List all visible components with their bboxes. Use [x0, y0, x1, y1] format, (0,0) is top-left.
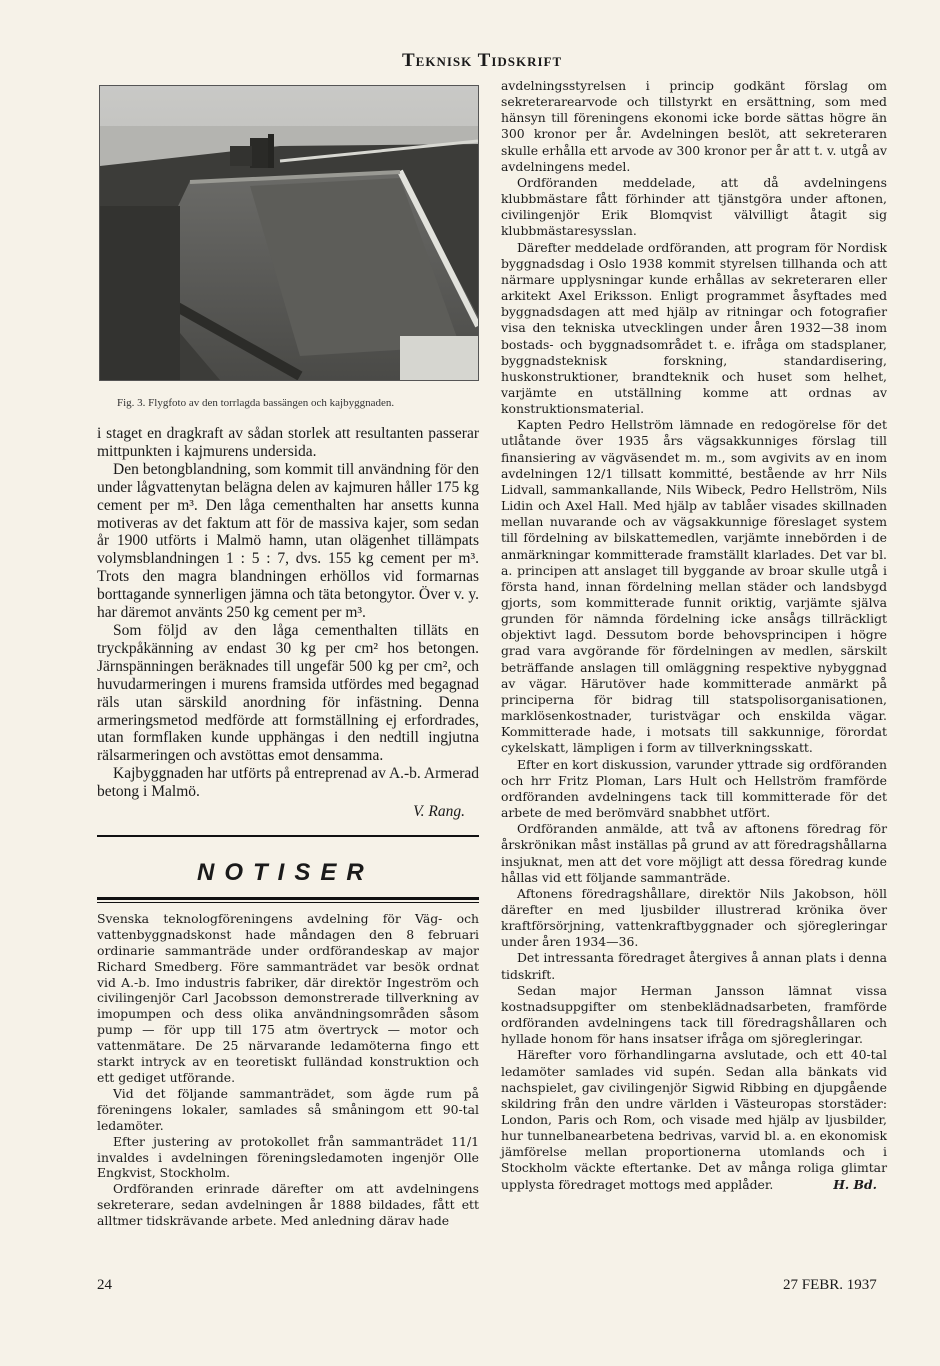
paragraph: Det intressanta föredraget återgives å annan plats i denna tidskrift. [501, 950, 887, 982]
issue-date: 27 FEBR. 1937 [783, 1277, 877, 1293]
paragraph: Sedan major Herman Jansson lämnat vissa kostnadsuppgifter om stenbeklädnadsarbeten, framförde ordföranden avdelningens tack till föredragshållaren och hyllade honom för hans insatser ifråga om sjöregleringar. [501, 982, 887, 1047]
paragraph: i staget en dragkraft av sådan storlek att resultanten passerar mittpunkten i kajmurens undersida. [97, 425, 479, 460]
left-column [97, 85, 479, 1229]
journal-title: Teknisk Tidskrift [402, 50, 563, 71]
paragraph: Ordföranden meddelade, att då avdelningens klubbmästare fått förhinder att tjänstgöra under aftonen, civilingenjör Erik Blomqvist välvilligt åtagit sig klubbmästaresysslan. [501, 174, 887, 239]
section-rule-top [97, 835, 479, 837]
right-signature: H. Bd. [833, 1176, 877, 1192]
paragraph: Ordföranden anmälde, att två av aftonens föredrag för årskrönikan måst inställas på grund av att föredragshållarna insjuknat, men att det vore möjligt att dessa föredrag kunde hållas vid ett följande sammanträde. [501, 821, 887, 885]
notiser-body [97, 911, 479, 1229]
aerial-photo [99, 85, 479, 381]
paragraph: Aftonens föredragshållare, direktör Nils Jakobson, höll därefter en med ljusbilder illustrerad krönika över kraftförsörjning, vattenkraftbyggnader och sjöregleringar under åren 1934—36. [501, 885, 887, 950]
paragraph: Efter justering av protokollet från sammanträdet 11/1 invaldes i avdelningen föreningsledamoten ingenjör Olle Engkvist, Stockholm. [97, 1133, 479, 1181]
paragraph: Härefter voro förhandlingarna avslutade, och ett 40-tal ledamöter samlades vid supén. Sedan alla bänkats vid nachspielet, gav civilingenjör Sigwid Ribbing en djupgående skildring från den undre världen i Västeuropas storstäder: London, Paris och Rom, och visade med hjälp av ljusbilder, hur tunnelbanearbetena bedrivas, varvid bl. a. en ekonomisk jämförelse mellan proportionerna utomlands och i Stockholm väckte eftertanke. Det av många roliga glimtar upplysta föredraget mottogs med applåder. [501, 1047, 887, 1192]
harbour-photo-image [100, 86, 478, 380]
section-rule-bottom [97, 897, 479, 900]
paragraph: Den betongblandning, som kommit till användning för den under lågvattenytan belägna delen av kajmuren håller 175 kg cement per m³. Den låga cementhalten har ansetts kunna motiveras av det faktum att för de massiva kajer, som sedan år 1900 utförts i Malmö hamn, utan olägenhet tillämpats volymsblandningen 1 : 5 : 7, dvs. 155 kg cement per m³. Trots den magra blandningen erhöllos vid formarnas borttagande synnerligen jämna och täta betongytor. Över v. y. har däremot använts 250 kg cement per m³. [97, 460, 479, 622]
paragraph: Vid det följande sammanträdet, som ägde rum på föreningens lokaler, samlades så småningom ett 90-tal ledamöter. [97, 1085, 479, 1133]
author-signature: V. Rang. [413, 803, 465, 821]
paragraph: Svenska teknologföreningens avdelning för Väg- och vattenbyggnadskonst hade måndagen den 8 februari ordinarie sammanträde under ordförandeskap av major Richard Smedberg. Före sammanträdet var besök ordnat vid A.-b. Imo industris fabriker, där direktör Ingeström och civilingenjör Carl Jacobsson demonstrerade tillverkning av imopumpen och dess olika användningsområden såsom pump — för upp till 175 atm övertryck — motor och vattenmätare. De 25 närvarande ledamöterna fingo ett starkt intryck av en teoretiskt fulländad konstruktion och ett gediget utförande. [97, 910, 479, 1085]
right-column [501, 78, 887, 1193]
figure-caption: Fig. 3. Flygfoto av den torrlagda bassängen och kajbyggnaden. [117, 397, 395, 409]
paragraph: Ordföranden erinrade därefter om att avdelningens sekreterare, sedan avdelningen år 1888 bildades, fått ett alltmer tidskrävande arbete. Med anledning därav hade [97, 1181, 479, 1229]
article-body [97, 425, 479, 821]
section-rule-thin [97, 902, 479, 903]
paragraph: Som följd av den låga cementhalten tilläts en tryckpåkänning av endast 30 kg per cm² hos betongen. Järnspänningen beräknades till ungefär 500 kg per cm², och huvudarmeringen i murens framsida utfördes med begagnad räls utan särskild anordning för infästning. Denna armeringsmetod medförde att formställning ej erfordrades, utan formflaken kunde upphängas i den nedtill ingjutna rälsarmeringen och avstöttas emot densamma. [97, 621, 479, 765]
paragraph: Därefter meddelade ordföranden, att program för Nordisk byggnadsdag i Oslo 1938 kommit styrelsen tillhanda och att närmare upplysningar kunde erhållas av sekreteraren eller arkitekt Axel Eriksson. Enligt programmet åsyftades med byggnadsdagen att med hjälp av ritningar och fotografier visa den tekniska utvecklingen under åren 1932—38 inom bostads- och byggnadsområdet t. e. ifråga om stadsplaner, byggnadsteknisk forskning, standardisering, huskonstruktioner, brandteknik och huset som helhet, varjämte en utställning komme att ordnas av konstruktionsmaterial. [501, 239, 887, 417]
paragraph: Kapten Pedro Hellström lämnade en redogörelse för det utlåtande över 1935 års vägsakkunniges förslag till finansiering av vägväsendet m. m., som avgivits av en inom avdelningen 12/1 tillsatt kommitté, bestående av hrr Nils Lidvall, sammankallande, Nils Wibeck, Pedro Hellström, Nils Lidin och Axel Hall. Med hjälp av tablåer visades skillnaden mellan nuvarande och av vägsakkunnige föreslaget system till fördelning av bilskattemedlen, varjämte innebörden i de anmärkningar kommitterade framställt klarlades. Det var bl. a. principen att anslaget till byggande av broar skulle utgå i första hand, innan fördelning mellan städer och landsbygd gjorts, som kommitterade funnit oriktig, varjämte själva grunden för nämnda fördelning icke ansågs tillräckligt objektivt lagd. Dessutom borde behovsprincipen i högre grad vara avgörande för fördelningen av medlen, särskilt beträffande anslagen till omläggning respektive nybyggnad av vägar. Härutöver hade kommitterade anmärkt på principerna för bidrag till statspolisorganisationen, marklösenkostnader, turistvägar och enskilda vägar. Kommitterade hade, i motsats till sakkunnige, förordat cykelskatt, lämpligen i form av tillverkningsskatt. [501, 417, 887, 756]
paragraph: Kajbyggnaden har utförts på entreprenad av A.-b. Armerad betong i Malmö. [97, 765, 479, 801]
paragraph: avdelningsstyrelsen i princip godkänt förslag om sekreterarearvode och tillstyrkt en ersättning, som med hänsyn till föreningens ekonomi icke borde sättas högre än 300 kronor per år. Avdelningen beslöt, att sekreteraren skulle erhålla ett arvode av 300 kronor per år att t. v. utgå av avdelningens medel. [501, 78, 887, 174]
paragraph: Efter en kort diskussion, varunder yttrade sig ordföranden och hrr Fritz Ploman, Lars Hult och Hellström framförde ordföranden avdelningens tack till kommitterade för det arbete de med berömvärd snabbhet utfört. [501, 756, 887, 821]
section-heading: NOTISER [197, 858, 374, 886]
page-number: 24 [97, 1277, 112, 1293]
